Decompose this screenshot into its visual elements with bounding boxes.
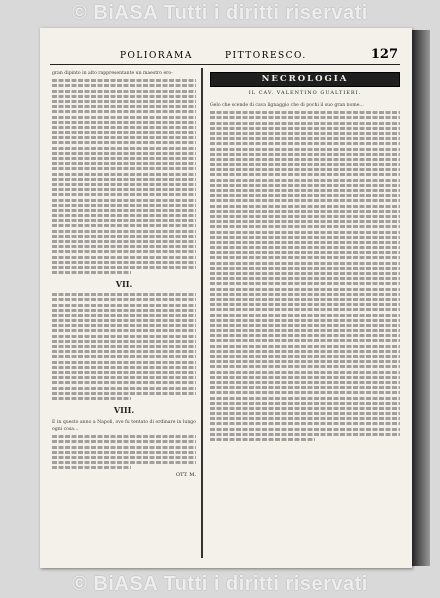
- newspaper-page: [40, 28, 412, 568]
- left-column-body-text: [52, 79, 196, 274]
- obituary-opening: Gelo che scende di cava lignaggio che di pochi il suo gran nome...: [210, 103, 364, 108]
- page-header: [50, 46, 400, 65]
- necrologia-banner: NECROLOGIA: [210, 72, 400, 87]
- obituary-subtitle: IL CAV. VALENTINO GUALTIERI.: [248, 90, 362, 96]
- header-title-right: PITTORESCO.: [225, 51, 307, 61]
- left-column: [52, 70, 196, 479]
- column-divider: [201, 68, 203, 558]
- book-spine-shadow: [412, 30, 430, 566]
- section-heading-vii: VII.: [115, 279, 133, 290]
- header-title-left: POLIORAMA: [120, 51, 193, 61]
- section-viii-opening: E in questo anno a Napoli, ove fu tentato di ordinare in lungo ogni cosa...: [52, 419, 196, 433]
- article-signature: OTT. M.: [175, 471, 196, 478]
- page-number: 127: [370, 47, 398, 62]
- watermark-bottom: © BiASA Tutti i diritti riservati: [72, 573, 368, 595]
- section-heading-viii: VIII.: [113, 404, 135, 415]
- section-viii-text: [52, 435, 196, 469]
- watermark-top: © BiASA Tutti i diritti riservati: [72, 2, 368, 24]
- obituary-body-text: [210, 111, 400, 441]
- section-vii-text: [52, 293, 196, 400]
- right-column: [210, 70, 400, 443]
- left-column-opening-line: gran dipinto in alto rappresentante un maestro ero-: [52, 71, 173, 76]
